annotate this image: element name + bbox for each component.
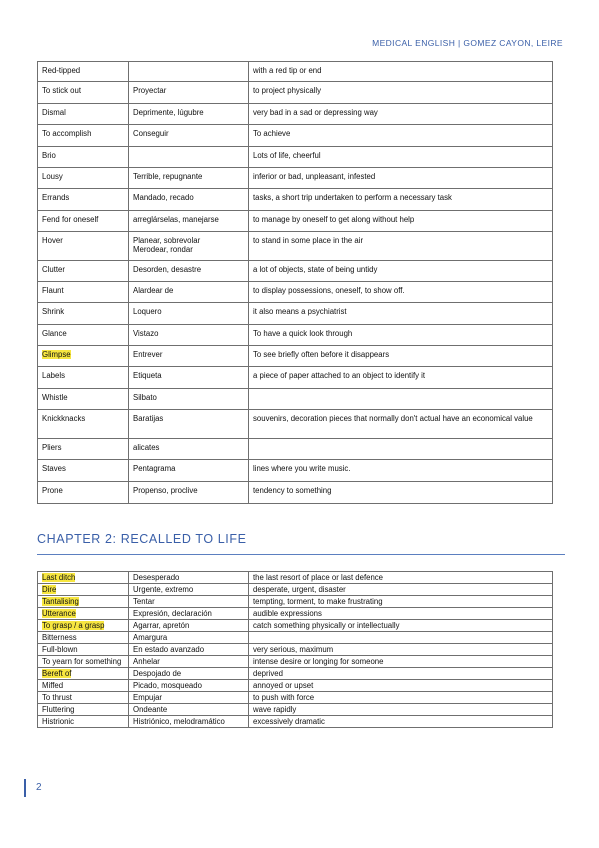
term-cell-text: To grasp / a grasp (42, 621, 105, 630)
term-cell (38, 346, 129, 367)
definition-cell-text: souvenirs, decoration pieces that normally don't actual have an economical value (253, 414, 533, 423)
definition-cell (249, 367, 553, 389)
definition-cell (249, 410, 553, 439)
spanish-cell (129, 62, 249, 82)
spanish-cell (129, 367, 249, 389)
term-cell (38, 439, 129, 460)
spanish-cell-text: Despojado de (133, 669, 182, 678)
spanish-cell (129, 704, 249, 716)
term-cell (38, 572, 129, 584)
term-cell (38, 584, 129, 596)
term-cell-text: Prone (42, 486, 63, 495)
table-row (38, 389, 553, 410)
spanish-cell-text: Histriónico, melodramático (133, 717, 225, 726)
spanish-cell-text: Amargura (133, 633, 168, 642)
spanish-cell (129, 325, 249, 346)
spanish-cell (129, 82, 249, 104)
term-cell-text: Glance (42, 329, 67, 338)
term-cell-text: Fluttering (42, 705, 75, 714)
term-cell-text: Staves (42, 464, 66, 473)
definition-cell (249, 644, 553, 656)
table-row (38, 656, 553, 668)
definition-cell-text: wave rapidly (253, 705, 297, 714)
term-cell (38, 410, 129, 439)
term-cell-text: Last ditch (42, 573, 76, 582)
definition-cell (249, 439, 553, 460)
definition-cell-text: a piece of paper attached to an object to identify it (253, 371, 426, 380)
definition-cell-text: very serious, maximum (253, 645, 334, 654)
term-cell-text: Labels (42, 371, 65, 380)
footer-accent-bar (24, 779, 26, 797)
definition-cell-text: excessively dramatic (253, 717, 325, 726)
term-cell (38, 232, 129, 261)
spanish-cell (129, 211, 249, 232)
spanish-cell-text: arreglárselas, manejarse (133, 215, 219, 224)
table-row (38, 261, 553, 282)
definition-cell (249, 325, 553, 346)
spanish-cell (129, 644, 249, 656)
definition-cell (249, 482, 553, 504)
spanish-cell (129, 656, 249, 668)
term-cell (38, 147, 129, 168)
spanish-cell-text: Entrever (133, 350, 163, 359)
definition-cell-text: to project physically (253, 86, 322, 95)
definition-cell (249, 282, 553, 303)
spanish-cell-text: Terrible, repugnante (133, 172, 203, 181)
definition-cell-text: To achieve (253, 129, 291, 138)
term-cell-text: To accomplish (42, 129, 92, 138)
term-cell-text: Shrink (42, 307, 65, 316)
spanish-cell-text: Loquero (133, 307, 162, 316)
page-header: MEDICAL ENGLISH | GOMEZ CAYON, LEIRE (372, 38, 563, 48)
table-row (38, 680, 553, 692)
table-row (38, 596, 553, 608)
spanish-cell (129, 680, 249, 692)
table-row (38, 232, 553, 261)
term-cell (38, 632, 129, 644)
term-cell (38, 644, 129, 656)
table-row (38, 460, 553, 482)
term-cell-text: Knickknacks (42, 414, 86, 423)
table-row (38, 147, 553, 168)
table-row (38, 62, 553, 82)
term-cell (38, 668, 129, 680)
term-cell-text: Pliers (42, 443, 62, 452)
spanish-cell (129, 584, 249, 596)
definition-cell (249, 168, 553, 189)
term-cell-text: Clutter (42, 265, 65, 274)
definition-cell-text: catch something physically or intellectually (253, 621, 400, 630)
term-cell-text: Full-blown (42, 645, 78, 654)
table-row (38, 104, 553, 125)
spanish-cell-text: Deprimente, lúgubre (133, 108, 204, 117)
spanish-cell-text: Agarrar, apretón (133, 621, 190, 630)
term-cell (38, 704, 129, 716)
term-cell (38, 282, 129, 303)
definition-cell (249, 261, 553, 282)
term-cell (38, 596, 129, 608)
definition-cell (249, 704, 553, 716)
spanish-cell-text: En estado avanzado (133, 645, 205, 654)
spanish-cell-text: Baratijas (133, 414, 164, 423)
spanish-cell (129, 261, 249, 282)
term-cell (38, 125, 129, 147)
spanish-cell-text: Desesperado (133, 573, 180, 582)
term-cell-text: Miffed (42, 681, 64, 690)
spanish-cell (129, 232, 249, 261)
table-row (38, 692, 553, 704)
vocabulary-table-chapter-2 (37, 571, 553, 728)
spanish-cell (129, 189, 249, 211)
definition-cell-text: deprived (253, 669, 283, 678)
definition-cell (249, 389, 553, 410)
definition-cell-text: to display possessions, oneself, to show off. (253, 286, 405, 295)
spanish-cell-text: Proyectar (133, 86, 167, 95)
definition-cell (249, 232, 553, 261)
spanish-cell-text: Anhelar (133, 657, 160, 666)
spanish-cell-text: Ondeante (133, 705, 168, 714)
table-row (38, 482, 553, 504)
definition-cell-text: with a red tip or end (253, 66, 322, 75)
term-cell (38, 168, 129, 189)
spanish-cell-text: Silbato (133, 393, 157, 402)
spanish-cell-text: Vistazo (133, 329, 159, 338)
definition-cell (249, 572, 553, 584)
table-row (38, 584, 553, 596)
term-cell-text: Histrionic (42, 717, 75, 726)
spanish-cell (129, 389, 249, 410)
spanish-cell-text: Picado, mosqueado (133, 681, 202, 690)
definition-cell (249, 82, 553, 104)
definition-cell-text: Lots of life, cheerful (253, 151, 321, 160)
definition-cell (249, 303, 553, 325)
spanish-cell-text: alicates (133, 443, 160, 452)
definition-cell-text: To have a quick look through (253, 329, 353, 338)
term-cell (38, 62, 129, 82)
definition-cell-text: lines where you write music. (253, 464, 351, 473)
spanish-cell-text: Alardear de (133, 286, 174, 295)
term-cell-text: Tantalising (42, 597, 79, 606)
term-cell (38, 189, 129, 211)
spanish-cell-text: Tentar (133, 597, 155, 606)
definition-cell (249, 211, 553, 232)
definition-cell (249, 680, 553, 692)
term-cell (38, 620, 129, 632)
spanish-cell (129, 482, 249, 504)
term-cell (38, 656, 129, 668)
definition-cell (249, 584, 553, 596)
table-row (38, 125, 553, 147)
term-cell (38, 482, 129, 504)
term-cell-text: Errands (42, 193, 70, 202)
vocabulary-table-chapter-1 (37, 61, 553, 504)
spanish-cell (129, 147, 249, 168)
definition-cell (249, 62, 553, 82)
spanish-cell (129, 716, 249, 728)
table-row (38, 211, 553, 232)
spanish-cell-text: Empujar (133, 693, 163, 702)
definition-cell (249, 346, 553, 367)
table-row (38, 325, 553, 346)
term-cell-text: Whistle (42, 393, 68, 402)
table-row (38, 82, 553, 104)
spanish-cell (129, 460, 249, 482)
definition-cell-text: tendency to something (253, 486, 332, 495)
spanish-cell-text: Urgente, extremo (133, 585, 194, 594)
table-row (38, 608, 553, 620)
spanish-cell-text: Etiqueta (133, 371, 162, 380)
term-cell (38, 82, 129, 104)
spanish-cell (129, 282, 249, 303)
term-cell-text: To stick out (42, 86, 81, 95)
term-cell-text: Brio (42, 151, 56, 160)
definition-cell-text: inferior or bad, unpleasant, infested (253, 172, 376, 181)
definition-cell (249, 716, 553, 728)
spanish-cell (129, 168, 249, 189)
table-row (38, 282, 553, 303)
table-row (38, 632, 553, 644)
term-cell-text: Glimpse (42, 350, 71, 359)
definition-cell (249, 608, 553, 620)
table-row (38, 367, 553, 389)
spanish-cell (129, 410, 249, 439)
term-cell-text: Bereft of (42, 669, 72, 678)
heading-rule (37, 554, 565, 555)
term-cell (38, 608, 129, 620)
table-row (38, 168, 553, 189)
definition-cell-text: tempting, torment, to make frustrating (253, 597, 383, 606)
spanish-cell (129, 439, 249, 460)
definition-cell (249, 104, 553, 125)
table-row (38, 439, 553, 460)
definition-cell-text: annoyed or upset (253, 681, 314, 690)
term-cell-text: Dismal (42, 108, 66, 117)
table-row (38, 189, 553, 211)
term-cell (38, 303, 129, 325)
term-cell-text: Dire (42, 585, 57, 594)
definition-cell (249, 125, 553, 147)
definition-cell-text: very bad in a sad or depressing way (253, 108, 378, 117)
definition-cell (249, 668, 553, 680)
definition-cell-text: desperate, urgent, disaster (253, 585, 346, 594)
spanish-cell (129, 632, 249, 644)
spanish-cell-text: Pentagrama (133, 464, 176, 473)
definition-cell (249, 596, 553, 608)
term-cell (38, 104, 129, 125)
term-cell-text: Hover (42, 236, 63, 245)
definition-cell (249, 460, 553, 482)
table-row (38, 572, 553, 584)
term-cell-text: Lousy (42, 172, 63, 181)
spanish-cell-text: Mandado, recado (133, 193, 194, 202)
term-cell (38, 211, 129, 232)
term-cell (38, 325, 129, 346)
definition-cell-text: to push with force (253, 693, 315, 702)
definition-cell-text: audible expressions (253, 609, 322, 618)
table-row (38, 644, 553, 656)
definition-cell-text: the last resort of place or last defence (253, 573, 384, 582)
chapter-heading: CHAPTER 2: RECALLED TO LIFE (37, 532, 247, 546)
term-cell-text: To yearn for something (42, 657, 122, 666)
table-row (38, 668, 553, 680)
term-cell-text: Red-tipped (42, 66, 81, 75)
spanish-cell (129, 608, 249, 620)
table-row (38, 410, 553, 439)
spanish-cell-text: Conseguir (133, 129, 169, 138)
definition-cell-text: a lot of objects, state of being untidy (253, 265, 378, 274)
table-row (38, 303, 553, 325)
term-cell (38, 367, 129, 389)
table-row (38, 346, 553, 367)
definition-cell (249, 656, 553, 668)
spanish-cell (129, 104, 249, 125)
spanish-cell-text: Propenso, proclive (133, 486, 198, 495)
term-cell (38, 716, 129, 728)
page-number: 2 (36, 782, 42, 793)
term-cell-text: Fend for oneself (42, 215, 99, 224)
definition-cell-text: To see briefly often before it disappears (253, 350, 390, 359)
definition-cell (249, 692, 553, 704)
term-cell (38, 460, 129, 482)
definition-cell-text: tasks, a short trip undertaken to perform a necessary task (253, 193, 452, 202)
spanish-cell-text: Planear, sobrevolar Merodear, rondar (133, 236, 201, 254)
definition-cell-text: it also means a psychiatrist (253, 307, 347, 316)
spanish-cell (129, 668, 249, 680)
definition-cell (249, 147, 553, 168)
spanish-cell (129, 346, 249, 367)
table-row (38, 716, 553, 728)
table-row (38, 704, 553, 716)
term-cell-text: To thrust (42, 693, 72, 702)
term-cell-text: Bitterness (42, 633, 77, 642)
definition-cell-text: intense desire or longing for someone (253, 657, 384, 666)
term-cell-text: Utterance (42, 609, 76, 618)
term-cell (38, 389, 129, 410)
definition-cell (249, 632, 553, 644)
spanish-cell-text: Desorden, desastre (133, 265, 202, 274)
spanish-cell-text: Expresión, declaración (133, 609, 212, 618)
spanish-cell (129, 572, 249, 584)
spanish-cell (129, 125, 249, 147)
spanish-cell (129, 692, 249, 704)
definition-cell (249, 189, 553, 211)
term-cell-text: Flaunt (42, 286, 64, 295)
spanish-cell (129, 596, 249, 608)
definition-cell-text: to manage by oneself to get along without help (253, 215, 415, 224)
definition-cell (249, 620, 553, 632)
spanish-cell (129, 620, 249, 632)
table-row (38, 620, 553, 632)
definition-cell-text: to stand in some place in the air (253, 236, 364, 245)
term-cell (38, 261, 129, 282)
term-cell (38, 680, 129, 692)
term-cell (38, 692, 129, 704)
spanish-cell (129, 303, 249, 325)
